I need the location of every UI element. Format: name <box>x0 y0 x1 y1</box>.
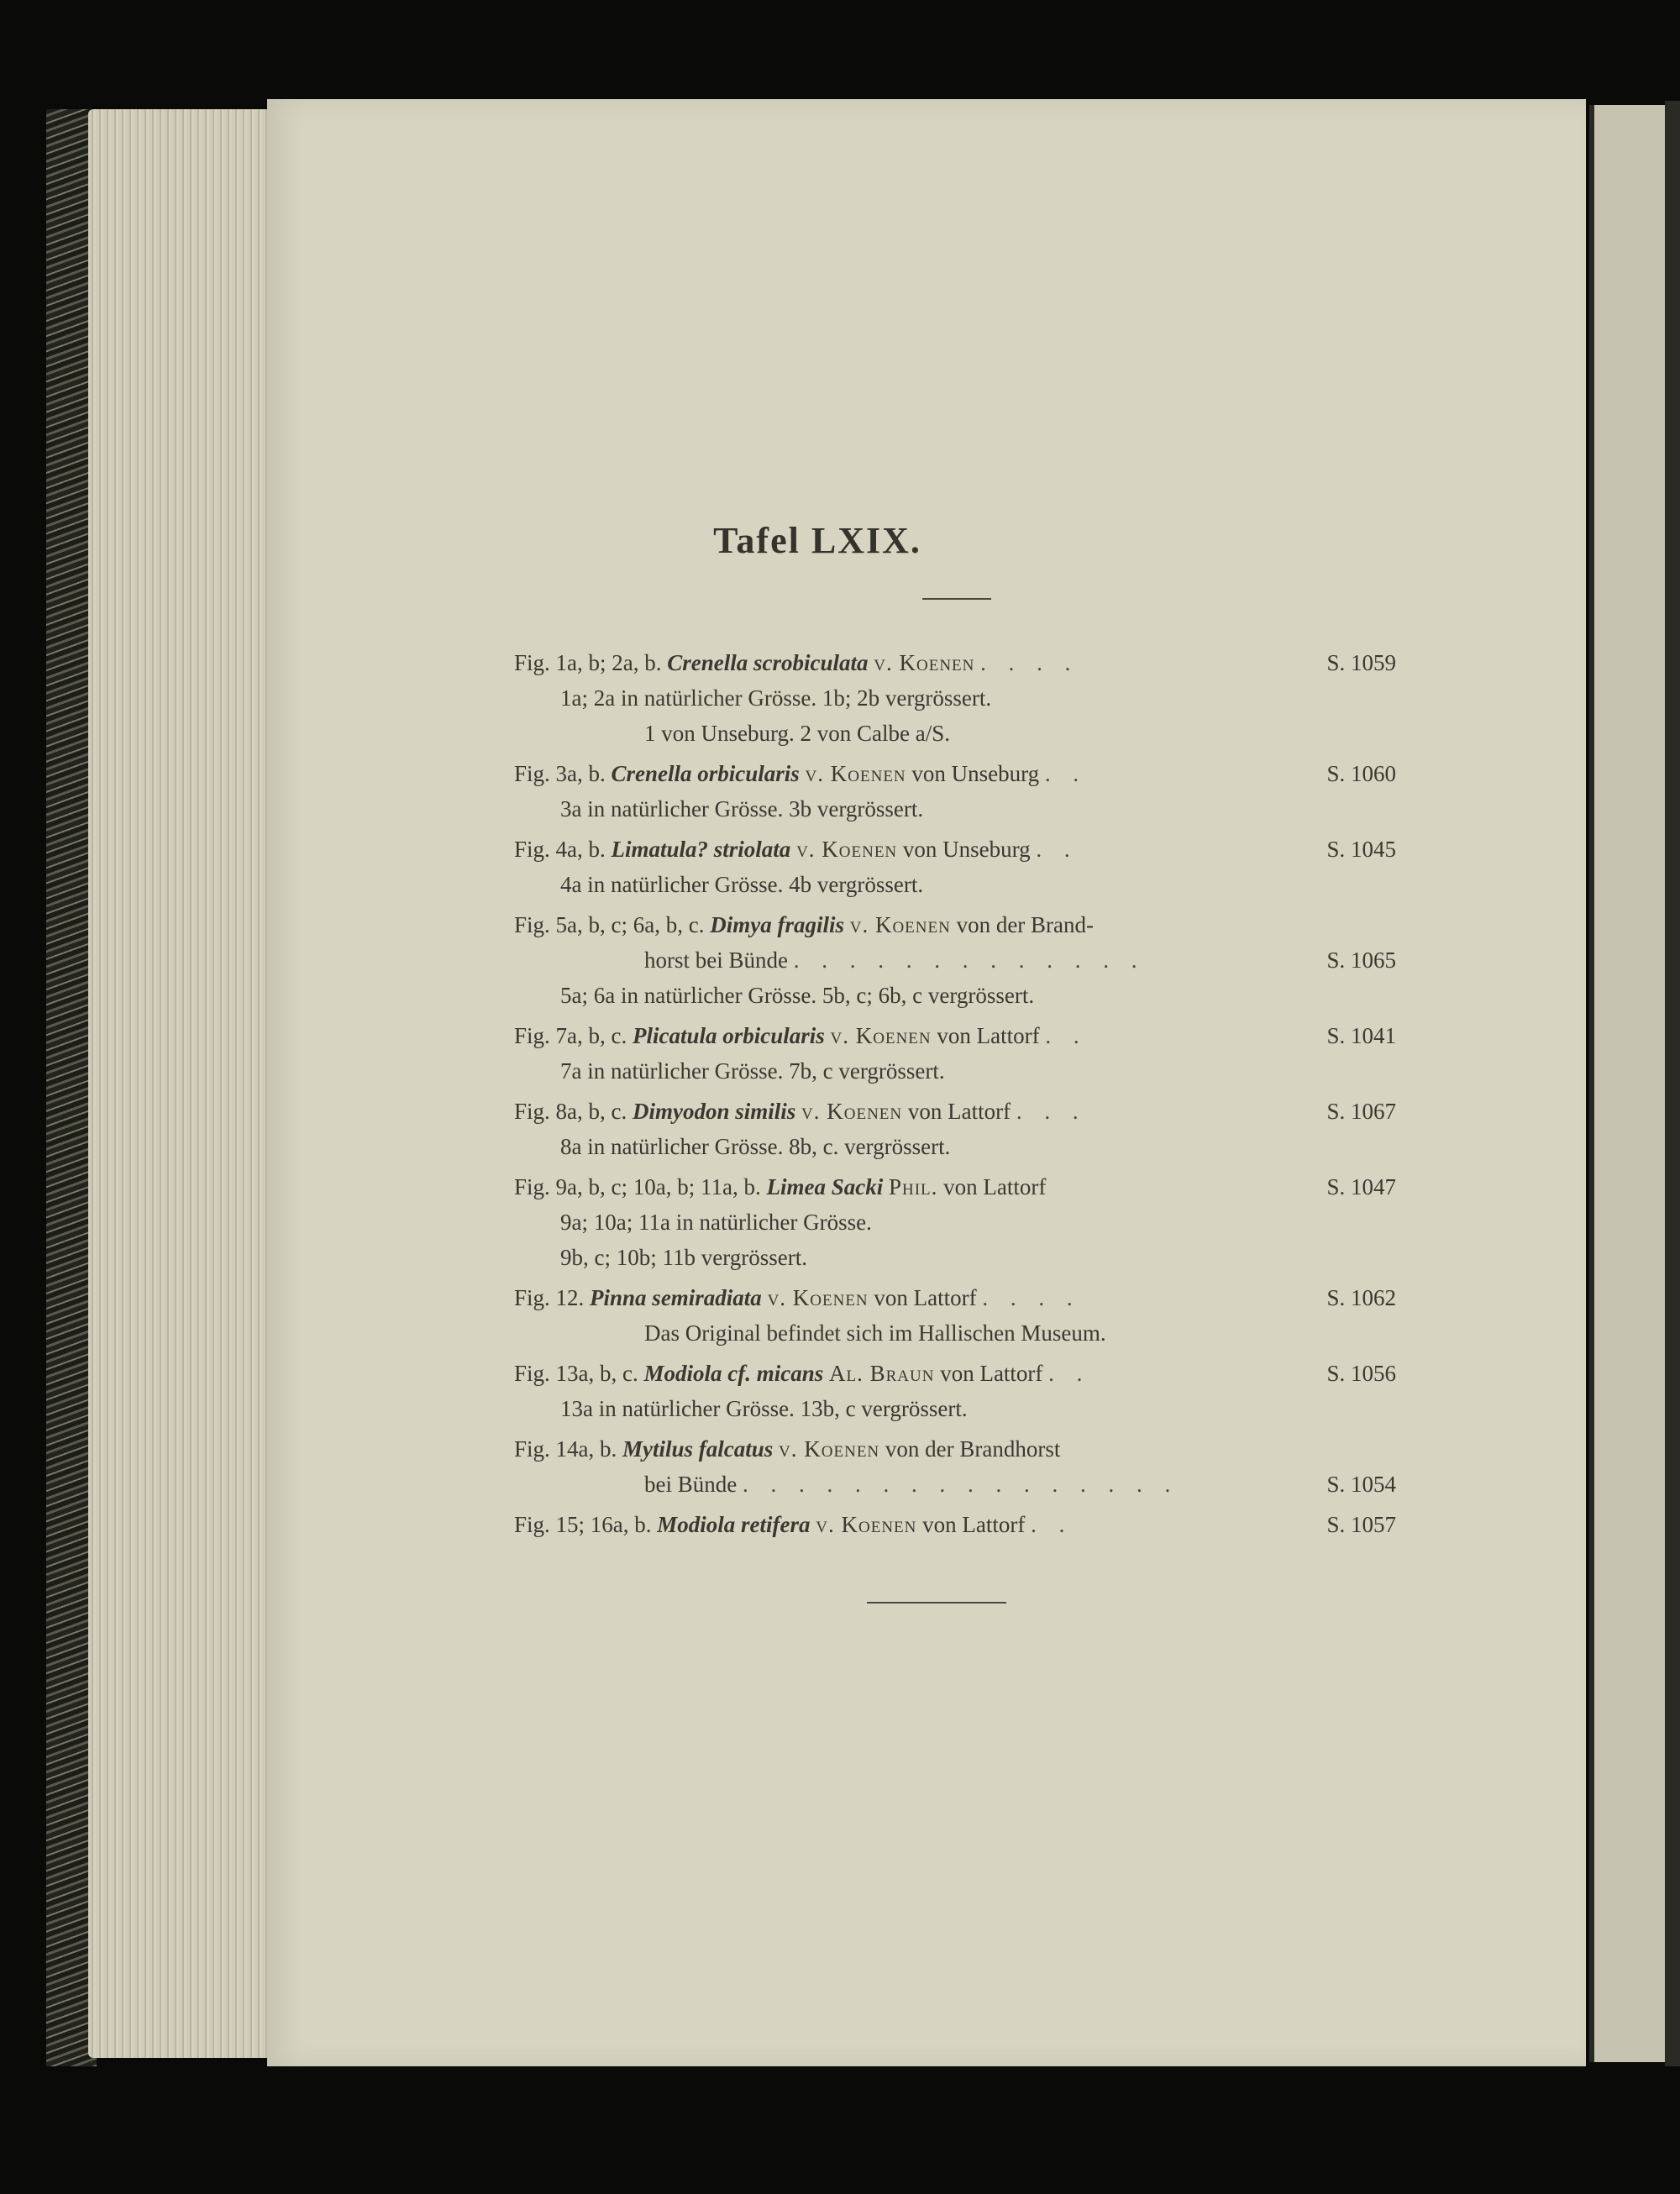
author-name: Al. Braun <box>829 1361 935 1386</box>
leader-dots: . . . . . . . . . . . . . <box>793 947 1146 973</box>
author-name: Phil. <box>888 1174 938 1199</box>
figure-number: Fig. 5a, b, c; 6a, b, c. <box>514 912 705 937</box>
author-name: v. Koenen <box>767 1285 869 1310</box>
description-text: 9b, c; 10b; 11b vergrössert. <box>560 1245 807 1270</box>
locality: von der Brand- <box>956 912 1095 937</box>
locality: von Unseburg <box>902 837 1031 862</box>
author-name: v. Koenen <box>830 1023 932 1048</box>
species-name: Limatula? striolata <box>611 837 791 862</box>
page-reference: S. 1062 <box>1326 1285 1396 1310</box>
description-text: 4a in natürlicher Grösse. 4b vergrössert. <box>560 872 924 897</box>
locality: von Lattorf <box>922 1512 1026 1537</box>
species-name: Plicatula orbicularis <box>633 1023 825 1048</box>
entry-heading-line <box>514 1431 1396 1467</box>
description-text: 8a in natürlicher Grösse. 8b, c. vergrössert. <box>560 1134 951 1159</box>
locality: von Lattorf <box>940 1361 1043 1386</box>
species-name: Modiola retifera <box>657 1512 811 1537</box>
entry-description-line <box>514 1053 1396 1089</box>
leader-dots: . . . . <box>982 1285 1081 1310</box>
page-reference: S. 1060 <box>1326 761 1396 786</box>
entry-heading-line <box>514 756 1396 791</box>
entry-heading-line <box>514 907 1396 942</box>
leader-dots: . . <box>1036 837 1079 862</box>
figure-entry <box>514 645 1396 751</box>
leader-dots: . . . . <box>980 650 1079 675</box>
author-name: v. Koenen <box>801 1099 903 1124</box>
description-text: Das Original befindet sich im Hallischen Museum. <box>644 1320 1106 1346</box>
figure-entry <box>514 1169 1396 1275</box>
author-name: v. Koenen <box>805 761 906 786</box>
book-cover-edge <box>1665 101 1680 2066</box>
leader-dots: . . . <box>1016 1099 1087 1124</box>
page-reference: S. 1065 <box>1326 947 1396 973</box>
page-reference: S. 1054 <box>1326 1472 1396 1497</box>
species-name: Modiola cf. micans <box>643 1361 824 1386</box>
description-text: 5a; 6a in natürlicher Grösse. 5b, c; 6b, c vergrössert. <box>560 983 1035 1008</box>
leader-dots: . . <box>1031 1512 1074 1537</box>
page-reference: S. 1056 <box>1326 1361 1396 1386</box>
leader-dots: . . <box>1045 1023 1088 1048</box>
figure-entry <box>514 1507 1396 1542</box>
figure-number: Fig. 13a, b, c. <box>514 1361 638 1386</box>
figure-number: Fig. 8a, b, c. <box>514 1099 627 1124</box>
page-edges <box>88 109 281 2058</box>
entry-heading-line <box>514 1280 1396 1315</box>
locality: von Lattorf <box>907 1099 1011 1124</box>
figure-number: Fig. 3a, b. <box>514 761 606 786</box>
entry-description-line <box>514 1240 1396 1275</box>
leader-dots: . . <box>1044 761 1088 786</box>
figure-number: Fig. 1a, b; 2a, b. <box>514 650 662 675</box>
leader-dots: . . <box>1048 1361 1091 1386</box>
entry-heading-line <box>514 1356 1396 1391</box>
entry-heading-line <box>514 1094 1396 1129</box>
page-reference: S. 1057 <box>1326 1512 1396 1537</box>
author-name: v. Koenen <box>849 912 951 937</box>
figure-entry <box>514 1356 1396 1426</box>
entry-heading-line <box>514 1507 1396 1542</box>
page-reference: S. 1047 <box>1326 1174 1396 1199</box>
entry-heading-line <box>514 832 1396 867</box>
page-reference: S. 1059 <box>1326 650 1396 675</box>
entry-description-line <box>514 1129 1396 1164</box>
title-rule <box>922 598 991 600</box>
figure-number: Fig. 12. <box>514 1285 585 1310</box>
entry-description-line <box>514 716 1396 751</box>
figure-entry <box>514 756 1396 827</box>
figure-number: Fig. 4a, b. <box>514 837 606 862</box>
description-text: 1a; 2a in natürlicher Grösse. 1b; 2b vergrössert. <box>560 685 992 711</box>
page-reference: S. 1041 <box>1326 1023 1396 1048</box>
description-text: 13a in natürlicher Grösse. 13b, c vergrössert. <box>560 1396 968 1421</box>
figure-entry <box>514 832 1396 902</box>
entry-description-line <box>514 1391 1396 1426</box>
species-name: Mytilus falcatus <box>622 1436 774 1462</box>
figure-entry <box>514 1094 1396 1164</box>
figure-entry <box>514 1018 1396 1089</box>
entry-description-line <box>514 867 1396 902</box>
species-name: Pinna semiradiata <box>590 1285 762 1310</box>
entry-continuation-line <box>514 1467 1396 1502</box>
species-name: Dimya fragilis <box>710 912 844 937</box>
entry-description-line <box>514 791 1396 827</box>
figure-number: Fig. 7a, b, c. <box>514 1023 627 1048</box>
description-text: 1 von Unseburg. 2 von Calbe a/S. <box>644 721 950 746</box>
entry-description-line <box>514 680 1396 716</box>
figure-number: Fig. 14a, b. <box>514 1436 617 1462</box>
author-name: v. Koenen <box>779 1436 880 1462</box>
entry-heading-line <box>514 1018 1396 1053</box>
locality-continued: bei Bünde <box>644 1472 738 1497</box>
entry-description-line <box>514 1205 1396 1240</box>
species-name: Dimyodon similis <box>633 1099 796 1124</box>
author-name: v. Koenen <box>796 837 898 862</box>
plate-title: Tafel LXIX. <box>713 520 921 561</box>
entry-continuation-line <box>514 942 1396 978</box>
plate-figure-list <box>514 645 1396 1547</box>
author-name: v. Koenen <box>816 1512 917 1537</box>
figure-entry <box>514 1431 1396 1502</box>
leader-dots: . . . . . . . . . . . . . . . . <box>742 1472 1179 1497</box>
description-text: 7a in natürlicher Grösse. 7b, c vergrössert. <box>560 1058 945 1084</box>
entry-description-line <box>514 978 1396 1013</box>
figure-entry <box>514 907 1396 1013</box>
locality-continued: horst bei Bünde <box>644 947 788 973</box>
locality: von Unseburg <box>911 761 1040 786</box>
species-name: Crenella scrobiculata <box>667 650 869 675</box>
locality: von Lattorf <box>874 1285 977 1310</box>
page-reference: S. 1067 <box>1326 1099 1396 1124</box>
figure-number: Fig. 15; 16a, b. <box>514 1512 652 1537</box>
species-name: Limea Sacki <box>766 1174 884 1199</box>
end-rule <box>867 1602 1006 1604</box>
entry-description-line <box>514 1315 1396 1351</box>
entry-heading-line <box>514 645 1396 680</box>
figure-entry <box>514 1280 1396 1351</box>
author-name: v. Koenen <box>874 650 975 675</box>
locality: von der Brandhorst <box>885 1436 1061 1462</box>
description-text: 3a in natürlicher Grösse. 3b vergrössert. <box>560 796 924 821</box>
description-text: 9a; 10a; 11a in natürlicher Grösse. <box>560 1210 872 1235</box>
figure-number: Fig. 9a, b, c; 10a, b; 11a, b. <box>514 1174 761 1199</box>
locality: von Lattorf <box>943 1174 1047 1199</box>
species-name: Crenella orbicularis <box>611 761 800 786</box>
page-reference: S. 1045 <box>1326 837 1396 862</box>
locality: von Lattorf <box>937 1023 1040 1048</box>
entry-heading-line <box>514 1169 1396 1205</box>
